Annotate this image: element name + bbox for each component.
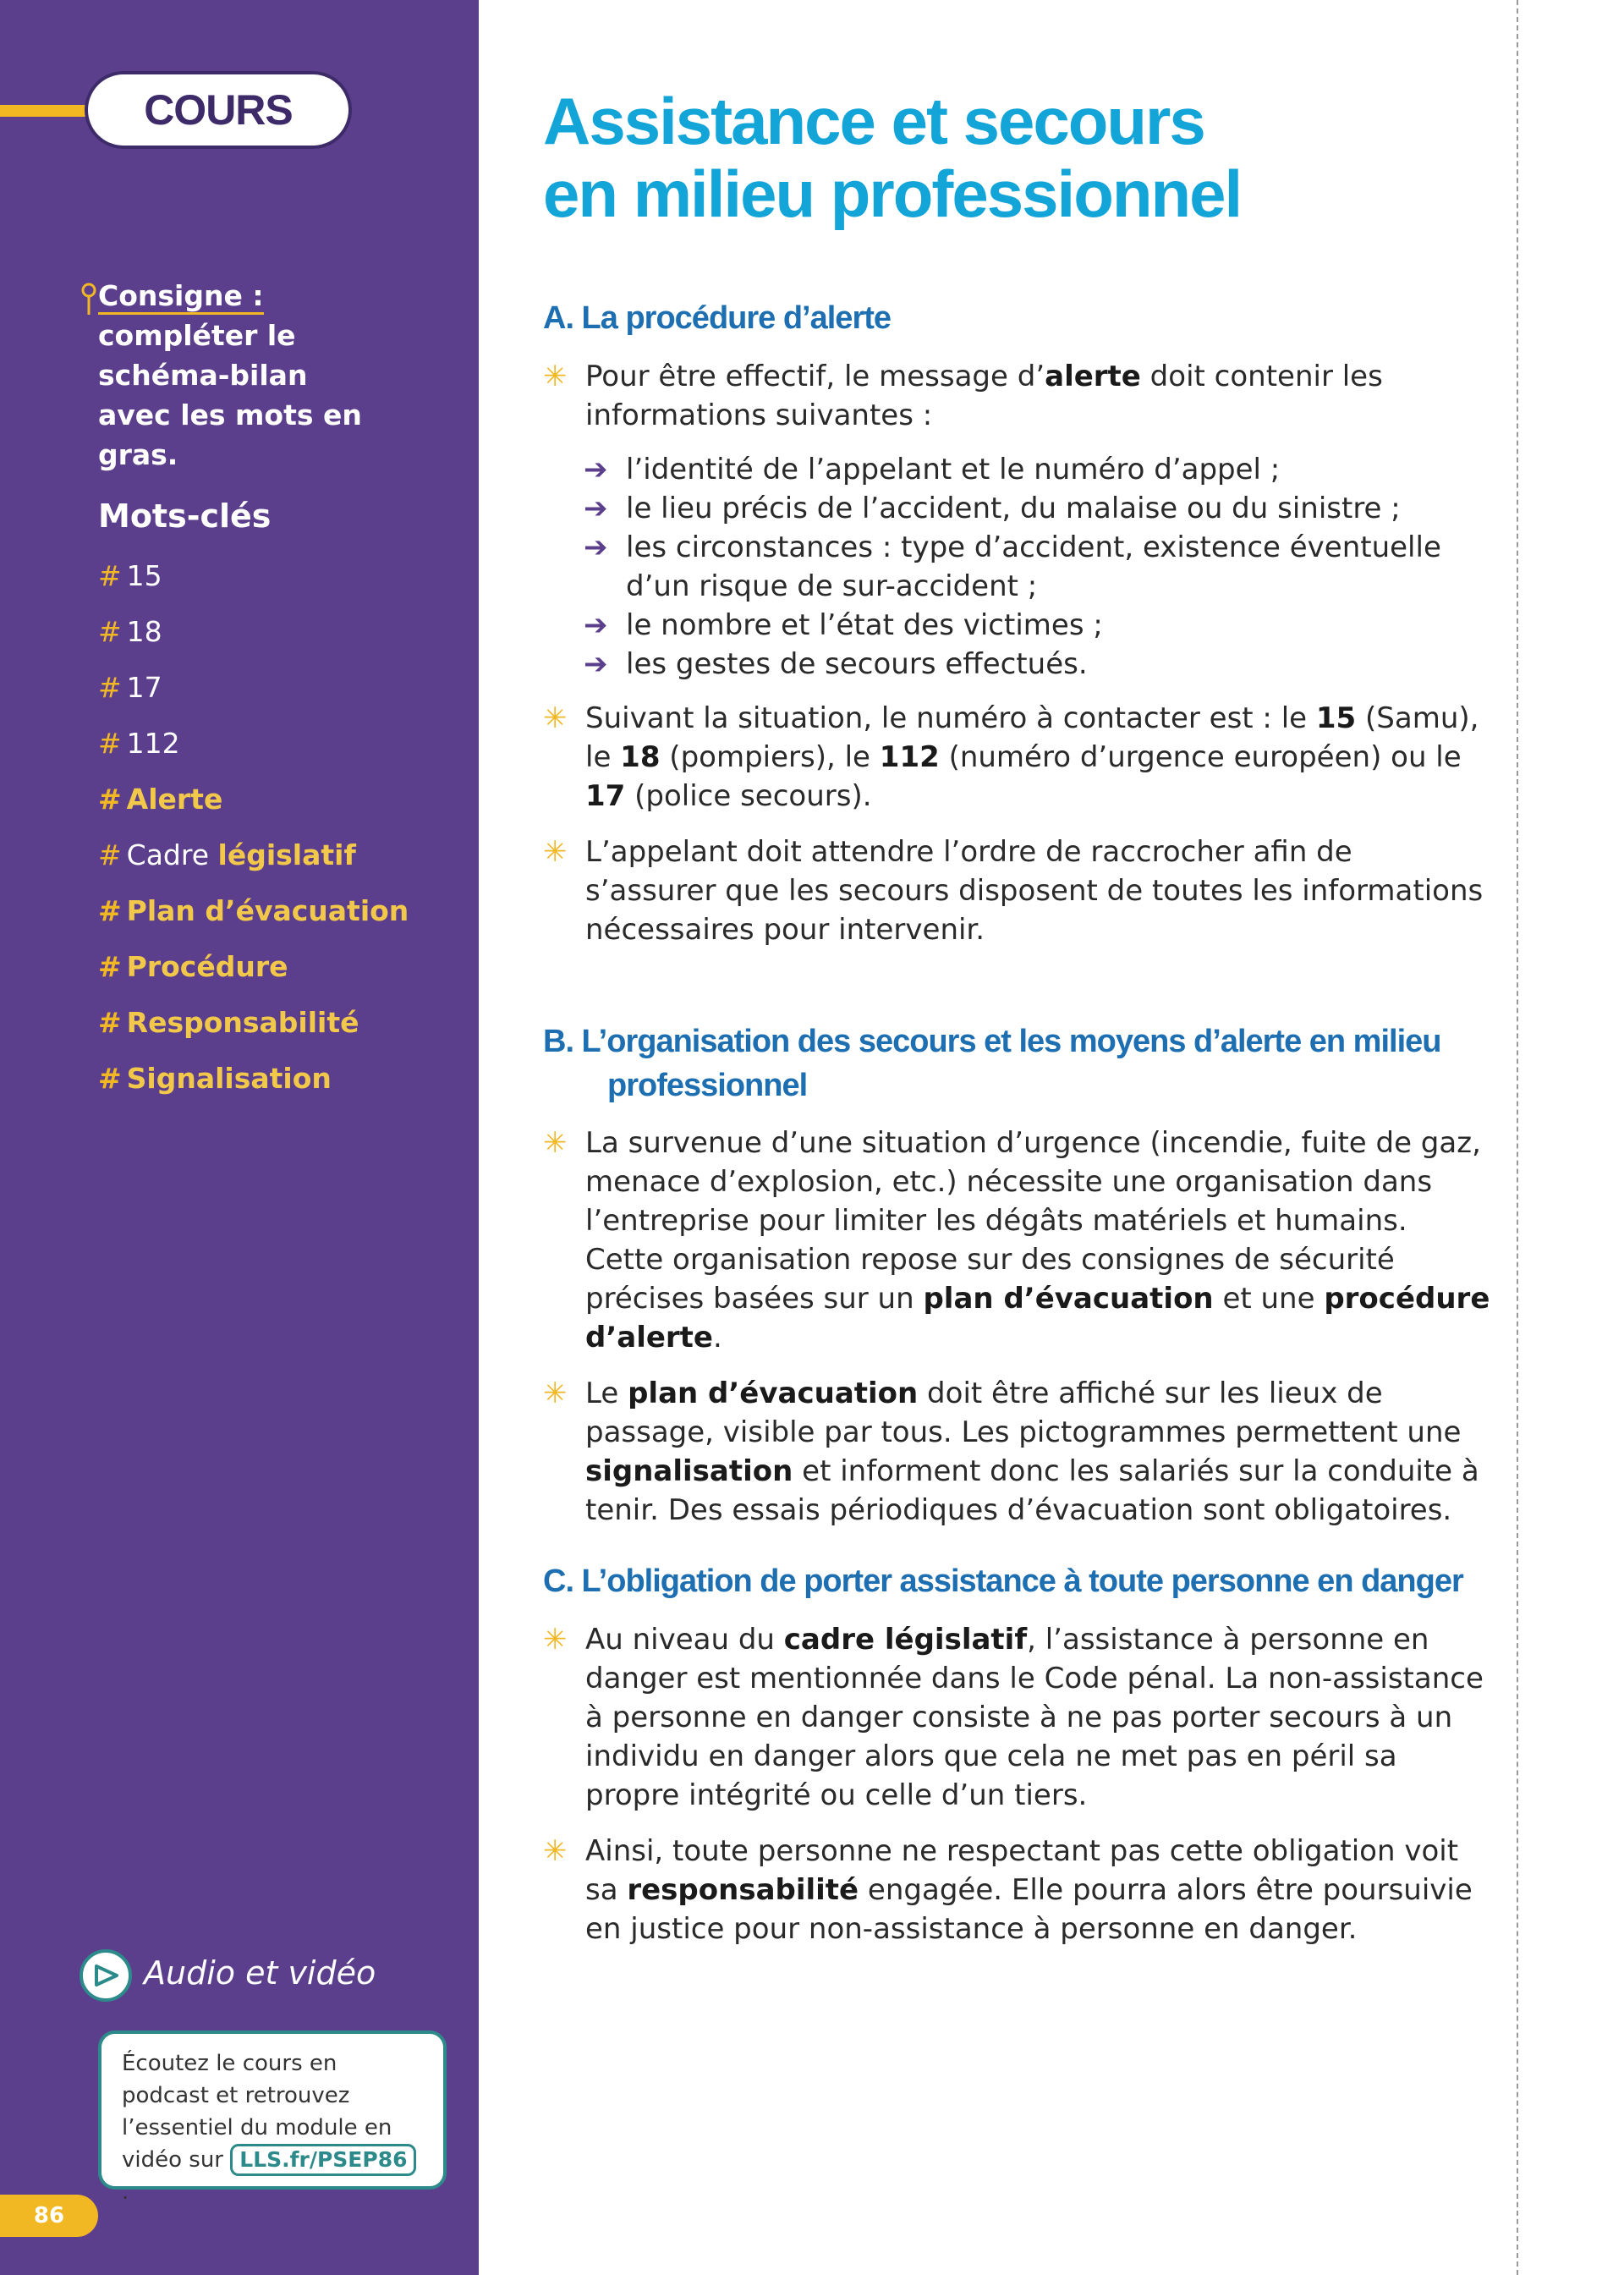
- keyword-item: # 112: [98, 727, 180, 760]
- asterisk-icon: ✳: [543, 1623, 568, 1657]
- list-item: ➔ l’identité de l’appelant et le numéro d’appel ;: [543, 450, 1490, 489]
- audio-video-title: Audio et vidéo: [144, 1954, 376, 1992]
- section-b-body: [543, 1124, 1490, 1547]
- arrow-icon: ➔: [584, 647, 608, 681]
- keyword-item: # Responsabilité: [98, 1006, 359, 1039]
- list-item: ➔ les circonstances : type d’accident, existence éventuelle d’un risque de sur-accident ;: [543, 528, 1490, 606]
- title-line-1: Assistance et secours: [543, 84, 1204, 158]
- audio-video-box: [98, 2030, 447, 2205]
- section-a-heading: A. La procédure d’alerte: [543, 300, 892, 336]
- keyword-item: # 15: [98, 559, 162, 592]
- keyword-item: # Signalisation: [98, 1062, 332, 1095]
- consigne-block: [98, 276, 377, 475]
- play-icon: [80, 1949, 132, 2002]
- keyword-item: # Cadre législatif: [98, 838, 356, 871]
- audio-video-link[interactable]: LLS.fr/PSEP86: [230, 2144, 416, 2176]
- sidebar: [0, 0, 479, 2275]
- section-c-body: [543, 1620, 1490, 1965]
- arrow-icon: ➔: [584, 608, 608, 642]
- arrow-icon: ➔: [584, 530, 608, 564]
- sub-list: [543, 450, 1490, 684]
- keyword-item: # 18: [98, 615, 162, 648]
- pin-icon: [80, 283, 98, 316]
- list-item: ➔ le nombre et l’état des victimes ;: [543, 606, 1490, 645]
- cours-badge: COURS: [85, 71, 352, 149]
- asterisk-icon: ✳: [543, 1126, 568, 1160]
- title-line-2: en milieu professionnel: [543, 157, 1242, 231]
- arrow-icon: ➔: [584, 492, 608, 525]
- section-b-heading-line-1: B. L’organisation des secours et les moyens d’alerte en milieu: [543, 1024, 1441, 1059]
- list-item: ➔ le lieu précis de l’accident, du malaise ou du sinistre ;: [543, 489, 1490, 528]
- audio-period: .: [122, 2179, 129, 2205]
- keywords-list: [98, 554, 409, 1113]
- section-b-heading: [543, 1019, 1490, 1107]
- consigne-label: Consigne :: [98, 279, 264, 315]
- paragraph: ✳ Ainsi, toute personne ne respectant pas cette obligation voit sa responsabilité engagée. Elle pourra alors être poursuivie en justice pour non-assistance à personne en danger.: [543, 1832, 1490, 1948]
- section-c-heading: C. L’obligation de porter assistance à toute personne en danger: [543, 1563, 1463, 1599]
- keyword-item: # Plan d’évacuation: [98, 894, 409, 927]
- paragraph: ✳ Au niveau du cadre législatif, l’assistance à personne en danger est mentionnée dans le Code pénal. La non-assistance à personne en danger consiste à ne pas porter secours à un individu en danger alors que cela ne met pas en péril sa propre intégrité ou celle d’un tiers.: [543, 1620, 1490, 1815]
- asterisk-icon: ✳: [543, 1377, 568, 1410]
- paragraph: ✳ Suivant la situation, le numéro à contacter est : le 15 (Samu), le 18 (pompiers), le 112 (numéro d’urgence européen) ou le 17 (police secours).: [543, 699, 1490, 816]
- paragraph: ✳ Pour être effectif, le message d’alerte doit contenir les informations suivantes :: [543, 357, 1490, 435]
- paragraph: ✳ La survenue d’une situation d’urgence (incendie, fuite de gaz, menace d’explosion, etc.) nécessite une organisation dans l’entreprise pour limiter les dégâts matériels et humains. Cette organisation repose sur des consignes de sécurité précises basées sur un plan d’évacuation et une procédure d’alerte.: [543, 1124, 1490, 1357]
- asterisk-icon: ✳: [543, 701, 568, 735]
- keyword-item: # 17: [98, 671, 162, 704]
- paragraph: ✳ Le plan d’évacuation doit être affiché sur les lieux de passage, visible par tous. Les pictogrammes permettent une signalisation et informent donc les salariés sur la conduite à tenir. Des essais périodiques d’évacuation sont obligatoires.: [543, 1374, 1490, 1530]
- consigne-text: compléter le schéma-bilan avec les mots en gras.: [98, 319, 362, 471]
- page-title: [543, 85, 1473, 230]
- asterisk-icon: ✳: [543, 360, 568, 393]
- audio-video-text: Écoutez le cours en podcast et retrouvez l’essentiel du module en vidéo sur: [122, 2051, 392, 2173]
- asterisk-icon: ✳: [543, 1834, 568, 1868]
- keyword-item: # Procédure: [98, 950, 288, 983]
- list-item: ➔ les gestes de secours effectués.: [543, 645, 1490, 684]
- paragraph: ✳ L’appelant doit attendre l’ordre de raccrocher afin de s’assurer que les secours disposent de toutes les informations nécessaires pour intervenir.: [543, 833, 1490, 949]
- section-a-body: [543, 357, 1490, 966]
- asterisk-icon: ✳: [543, 835, 568, 869]
- section-b-heading-line-2: professionnel: [607, 1068, 808, 1103]
- keywords-title: Mots-clés: [98, 497, 272, 535]
- cut-line: [1517, 0, 1518, 2275]
- arrow-icon: ➔: [584, 453, 608, 486]
- keyword-item: # Alerte: [98, 783, 223, 816]
- page-number: 86: [0, 2195, 98, 2237]
